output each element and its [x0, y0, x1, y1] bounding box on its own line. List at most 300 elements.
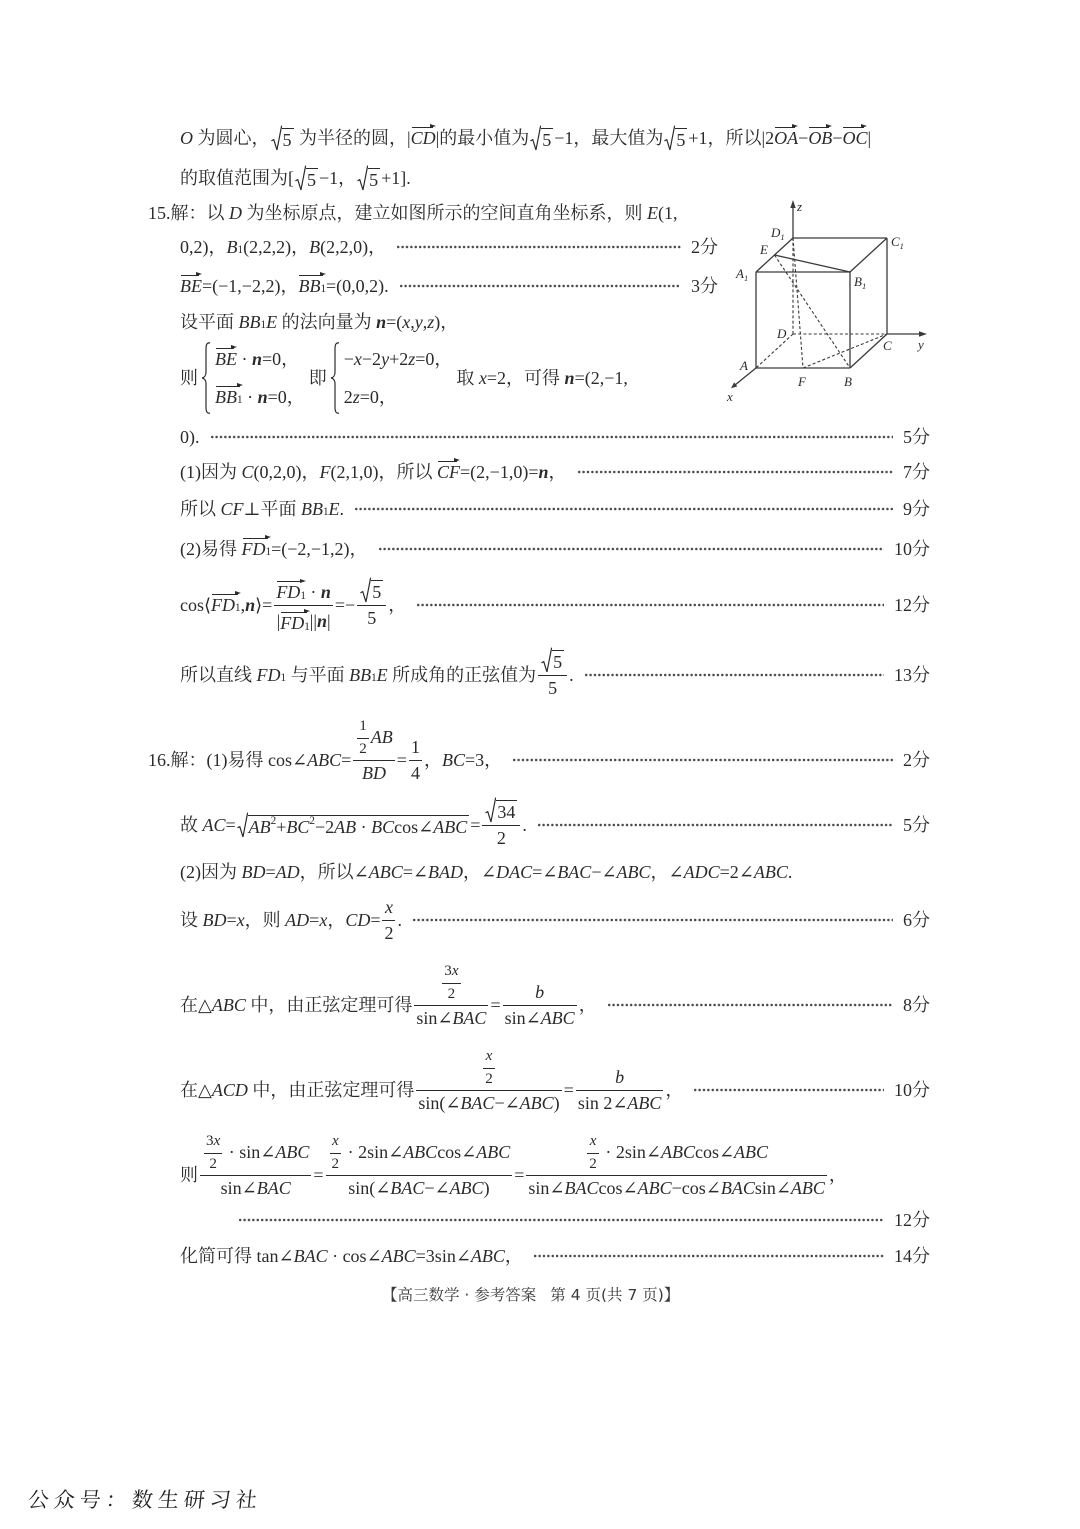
text-run: 2: [384, 923, 394, 943]
superscript: 2: [309, 814, 315, 827]
denominator: [442, 983, 460, 1003]
math-variable: x: [485, 1048, 493, 1065]
text-run: 5: [282, 129, 292, 150]
vector-symbol: n: [320, 582, 331, 603]
math-variable: FD: [280, 613, 305, 633]
radical-sign: [530, 126, 541, 151]
text-run: ): [553, 1093, 560, 1114]
math-variable: E: [266, 311, 278, 332]
text-run: ，: [327, 909, 346, 930]
text-run: =0，: [359, 386, 397, 407]
point-label-c: C: [883, 338, 892, 353]
math-variable: BAC: [390, 1178, 425, 1199]
text-run: sin∠: [220, 1178, 257, 1199]
text-run: −∠: [591, 861, 617, 882]
text-run: ·: [305, 582, 321, 603]
text-run: 3: [444, 963, 452, 980]
math-variable: FD: [256, 664, 281, 685]
denominator: [330, 1153, 342, 1173]
text-run: 2: [485, 1070, 493, 1087]
math-variable: AD: [285, 909, 310, 930]
text-run: .: [787, 861, 793, 882]
edge-b1-c1: [850, 238, 887, 272]
math-variable: x: [402, 311, 411, 332]
numerator: [482, 798, 520, 825]
text-run: 中，由正弦定理可得: [245, 994, 413, 1015]
text-run: 的取值范围为[: [180, 167, 294, 188]
problem-16-part-2-line-4: [180, 1048, 930, 1114]
point-label-b: B: [844, 374, 852, 389]
fraction: [416, 1047, 561, 1113]
vector: [808, 128, 832, 149]
vector: [298, 276, 326, 297]
text-run: =0，: [262, 348, 300, 369]
numerator: [442, 963, 460, 982]
equation-system: [199, 340, 305, 416]
math-variable: ACD: [211, 1079, 248, 1100]
radical-sign: [541, 648, 552, 673]
z-axis-arrow-icon: [790, 200, 795, 208]
text-run: · 2sin∠: [343, 1142, 404, 1163]
text-run: 取: [456, 367, 479, 388]
denominator: [204, 1153, 222, 1173]
problem-15-line-3: [180, 276, 718, 296]
text-run: =: [563, 1079, 574, 1100]
math-variable: ABC: [368, 861, 403, 882]
point-label-base: A: [736, 266, 744, 281]
text-run: 在△: [180, 1079, 212, 1100]
vector: [242, 539, 272, 560]
text-run: 在△: [180, 994, 212, 1015]
text-run: cos⟨: [180, 594, 212, 615]
fraction: [357, 718, 369, 758]
problem-16-part-2-line-2: [180, 897, 930, 943]
radicand: [282, 128, 294, 151]
fraction: [409, 737, 422, 783]
problem-15-part-1-line-2: [180, 499, 930, 519]
cube-figure: [725, 195, 935, 405]
text-run: 即: [308, 367, 327, 388]
denominator: [483, 1068, 495, 1088]
math-variable: BAD: [427, 861, 463, 882]
fraction: [482, 798, 520, 848]
numerator: [587, 1133, 599, 1152]
text-run: ): [483, 1178, 490, 1199]
leader-dots: [584, 673, 884, 677]
math-variable: ABC: [540, 1008, 575, 1028]
text-run: (0,2,0)，: [253, 461, 320, 482]
denominator: [526, 1175, 827, 1199]
point-label-a1: [735, 266, 748, 283]
square-root: [664, 126, 687, 151]
math-variable: BC: [441, 749, 465, 770]
left-brace-stroke: [331, 343, 339, 414]
text-run: cos∠: [437, 1142, 477, 1163]
text-run: +1，所以|2: [688, 127, 775, 148]
denominator: [357, 738, 369, 758]
point-label-subscript: 1: [743, 273, 749, 283]
radical-sign-icon: [541, 648, 552, 673]
subscript: 1: [304, 620, 310, 633]
math-variable: CF: [437, 461, 461, 482]
point-label-subscript: 1: [899, 241, 904, 251]
text-run: (2,2,0)，: [320, 236, 387, 257]
math-variable: ABC: [790, 1178, 825, 1199]
math-variable: E: [647, 202, 658, 223]
problem-16-part-2-line-6: [228, 1210, 930, 1230]
text-run: =: [370, 909, 381, 930]
problem-16-part-1-line-2: [180, 802, 930, 848]
leader-dots: [399, 284, 681, 288]
text-run: 2: [343, 386, 353, 407]
page-footer: [382, 1284, 679, 1304]
text-run: 2: [209, 1155, 217, 1172]
leader-dots: [210, 435, 894, 439]
score-label: 5分: [903, 814, 930, 835]
fraction: [526, 1132, 827, 1198]
text-run: =(−2,−1,2)，: [271, 538, 368, 559]
math-variable: FD: [276, 582, 301, 603]
math-variable: y: [381, 348, 390, 369]
math-variable: BAC: [557, 861, 592, 882]
text-run: ，∠: [650, 861, 684, 882]
score-label: 2分: [903, 749, 930, 770]
equation-system: [328, 340, 453, 416]
math-variable: BB: [215, 386, 237, 407]
text-run: .: [569, 664, 574, 685]
text-run: sin∠: [754, 1178, 791, 1199]
math-variable: BB: [238, 311, 261, 332]
point-label-base: D: [771, 225, 781, 240]
text-run: =2，可得: [486, 367, 565, 388]
denominator: [414, 1005, 488, 1029]
text-run: 1: [410, 737, 420, 758]
axis-label-x: x: [727, 389, 733, 404]
numerator: [526, 1132, 827, 1175]
math-variable: B: [226, 236, 238, 257]
text-run: 0).: [180, 426, 200, 447]
text-run: =∠: [532, 861, 558, 882]
math-variable: BD: [362, 763, 387, 784]
text-run: −cos∠: [671, 1178, 721, 1199]
math-variable: BAC: [460, 1093, 495, 1114]
math-variable: z: [427, 311, 435, 332]
equation-row: [344, 349, 453, 369]
point-label-base: C: [891, 234, 900, 249]
math-variable: BD: [241, 861, 266, 882]
text-run: =: [313, 1164, 324, 1185]
text-run: · sin∠: [224, 1142, 276, 1163]
math-variable: AC: [202, 814, 226, 835]
text-run: =(: [386, 311, 403, 332]
math-variable: BAC: [293, 1245, 328, 1266]
radical-sign-icon: [357, 166, 368, 191]
text-run: =: [514, 1164, 525, 1185]
math-variable: BAC: [452, 1008, 487, 1029]
radical-sign-icon: [360, 578, 371, 603]
denominator: [353, 760, 395, 784]
text-run: |: [276, 610, 281, 631]
problem-15-line-2: [180, 237, 718, 257]
vector: [280, 613, 310, 634]
point-label-d: D: [777, 326, 787, 341]
radical-sign-icon: [664, 126, 675, 151]
radicand: [368, 168, 380, 191]
text-run: =−: [334, 594, 356, 615]
edge-b-c: [850, 334, 887, 368]
leader-dots: [378, 547, 884, 551]
text-run: (2,2,2)，: [243, 236, 310, 257]
axis-label-z: z: [797, 199, 803, 214]
math-variable: x: [353, 348, 362, 369]
score-label: 10分: [894, 1079, 930, 1100]
text-run: 16.解：(1)易得 cos∠: [148, 749, 308, 770]
text-run: =: [225, 814, 236, 835]
text-run: )，: [434, 311, 459, 332]
score-label: 12分: [894, 594, 930, 615]
text-run: (2)因为: [180, 861, 242, 882]
segment-e-b1: [775, 255, 851, 272]
text-run: 则: [180, 1164, 198, 1185]
text-run: .: [397, 909, 402, 930]
text-run: 0,2)，: [180, 236, 227, 257]
math-variable: BC: [286, 816, 310, 837]
radicand: [371, 580, 383, 603]
numerator: [483, 1048, 495, 1067]
leader-dots: [396, 245, 681, 249]
radical-sign-stroke: [665, 126, 676, 150]
left-brace-icon: [330, 342, 340, 414]
numerator: [409, 737, 422, 760]
text-run: ·: [356, 816, 372, 837]
vector: [215, 349, 237, 370]
numerator: [576, 1067, 664, 1090]
text-run: 34: [497, 802, 516, 823]
text-run: (1,: [658, 202, 678, 223]
equation-row: [215, 349, 305, 369]
math-variable: D: [229, 202, 242, 223]
math-variable: BB: [349, 664, 372, 685]
text-run: 设: [180, 909, 203, 930]
equation-row: [215, 387, 305, 407]
square-root: [295, 166, 318, 191]
text-run: 与平面: [286, 664, 350, 685]
point-label-f: F: [798, 374, 806, 389]
text-run: =: [470, 814, 481, 835]
text-run: 所成角的正弦值为: [387, 664, 537, 685]
vector: [276, 582, 306, 603]
point-label-a: A: [740, 358, 748, 373]
leader-dots: [238, 1218, 884, 1222]
text-run: 5: [372, 582, 382, 603]
text-run: |的最小值为: [435, 127, 530, 148]
square-root: [541, 648, 564, 673]
problem-15-line-6: [180, 427, 930, 447]
vector-symbol: n: [538, 461, 549, 482]
score-label: 3分: [691, 275, 718, 296]
radical-sign: [295, 166, 306, 191]
fraction: [204, 1133, 222, 1173]
math-variable: ABC: [616, 861, 651, 882]
leader-dots: [533, 1254, 884, 1258]
text-run: 5: [307, 169, 316, 190]
radical-sign: [357, 166, 368, 191]
text-run: 3: [206, 1133, 214, 1150]
math-variable: AB: [370, 727, 393, 748]
math-variable: AB: [334, 816, 357, 837]
text-run: ，: [828, 1164, 847, 1185]
text-run: 2: [496, 828, 506, 848]
math-variable: BB: [300, 498, 323, 519]
math-variable: y: [414, 311, 423, 332]
problem-15-part-2-line-1: [180, 539, 930, 559]
vector: [211, 595, 241, 616]
math-variable: FD: [241, 538, 266, 559]
problem-16-part-2-line-7: [180, 1246, 930, 1266]
text-run: 1: [359, 718, 367, 735]
math-variable: AD: [275, 861, 300, 882]
radical-sign: [664, 126, 675, 151]
math-variable: F: [319, 461, 331, 482]
math-variable: ABC: [307, 749, 342, 770]
math-variable: BE: [180, 275, 202, 296]
text-run: · cos∠: [327, 1245, 382, 1266]
math-variable: ABC: [470, 1245, 505, 1266]
text-run: =: [396, 749, 407, 770]
leader-dots: [416, 603, 884, 607]
square-root: [485, 798, 517, 823]
text-run: =: [490, 994, 501, 1015]
point-label-subscript: 1: [780, 232, 785, 242]
numerator: [200, 1132, 311, 1175]
footer-title: 【高三数学 · 参考答案: [382, 1286, 537, 1304]
radical-sign-stroke: [358, 166, 369, 190]
math-variable: x: [213, 1133, 221, 1150]
subscript: 1: [260, 319, 267, 332]
text-run: ，: [578, 994, 597, 1015]
text-run: 2: [447, 985, 456, 1002]
vector: [842, 128, 867, 149]
radical-sign-stroke: [531, 126, 542, 150]
math-variable: BAC: [720, 1178, 755, 1199]
text-run: 故: [180, 814, 203, 835]
fraction: [382, 897, 395, 943]
text-run: −: [343, 348, 354, 369]
problem-16-heading-line: [148, 718, 930, 784]
leader-dots: [354, 507, 893, 511]
subscript: 1: [237, 394, 243, 407]
text-run: −2: [361, 348, 382, 369]
math-variable: x: [384, 897, 393, 918]
score-label: 6分: [903, 909, 930, 930]
math-variable: BAC: [564, 1178, 599, 1199]
numerator: [382, 897, 395, 920]
text-run: 5: [553, 652, 563, 673]
text-run: (1)因为: [180, 461, 242, 482]
denominator: [326, 1175, 513, 1199]
vector-symbol: n: [376, 311, 387, 332]
text-run: =: [226, 909, 237, 930]
text-run: sin∠: [416, 1008, 453, 1029]
math-variable: x: [319, 909, 328, 930]
text-run: ,: [410, 311, 415, 332]
leader-dots: [693, 1088, 884, 1092]
numerator: [357, 578, 386, 605]
radical-sign-icon: [271, 126, 282, 151]
text-run: cos∠: [598, 1178, 638, 1199]
math-variable: ABC: [433, 816, 468, 837]
radical-sign: [360, 578, 371, 603]
text-run: ，: [665, 1079, 684, 1100]
radicand: [541, 128, 553, 151]
fraction: [576, 1067, 664, 1113]
text-run: +1].: [381, 167, 411, 188]
text-run: =2∠: [719, 861, 754, 882]
text-run: cos∠: [694, 1142, 735, 1163]
subscript: 1: [322, 506, 329, 519]
vector-symbol: n: [252, 348, 263, 369]
math-variable: x: [478, 367, 487, 388]
score-label: 14分: [894, 1245, 930, 1266]
text-run: sin∠: [504, 1008, 541, 1028]
fraction: [483, 1048, 495, 1088]
text-run: .: [339, 498, 345, 519]
radical-sign-stroke: [271, 126, 282, 150]
point-label-c1: [891, 234, 904, 251]
subscript: 1: [265, 546, 272, 559]
text-run: ，: [548, 461, 567, 482]
math-variable: DAC: [496, 861, 533, 882]
equation-row: [344, 387, 453, 407]
text-run: 5: [367, 608, 377, 628]
edge-d-a: [756, 334, 793, 368]
math-variable: B: [309, 236, 321, 257]
math-variable: C: [241, 461, 254, 482]
text-run: 设平面: [180, 311, 239, 332]
text-run: =0，: [415, 348, 453, 369]
text-run: ·: [237, 348, 252, 369]
numerator: [416, 1047, 561, 1090]
score-label: 7分: [903, 461, 930, 482]
text-run: =: [265, 861, 276, 882]
math-variable: CD: [345, 909, 371, 930]
vector-symbol: n: [245, 594, 256, 615]
radical-sign: [271, 126, 282, 151]
problem-16-part-2-line-1: [180, 862, 930, 882]
radical-sign-icon: [237, 813, 248, 838]
fraction: [503, 982, 577, 1028]
score-label: 12分: [894, 1209, 930, 1230]
vector: [437, 462, 460, 483]
segment-d1-f: [793, 238, 803, 368]
point-label-subscript: 1: [861, 281, 867, 291]
denominator: [587, 1153, 599, 1173]
text-run: 中，由正弦定理可得: [247, 1079, 415, 1100]
text-run: =: [309, 909, 320, 930]
numerator: [538, 648, 567, 675]
radical-sign: [237, 813, 248, 838]
radicand: [306, 168, 318, 191]
subscript: 1: [280, 672, 287, 685]
problem-14-line-2: [180, 168, 930, 188]
fraction: [200, 1132, 311, 1198]
point-label-d1: [770, 225, 785, 242]
text-run: 2: [589, 1155, 597, 1172]
text-run: ,: [422, 311, 428, 332]
left-brace: [201, 342, 211, 414]
score-label: 5分: [903, 426, 930, 447]
fraction: [274, 582, 333, 633]
